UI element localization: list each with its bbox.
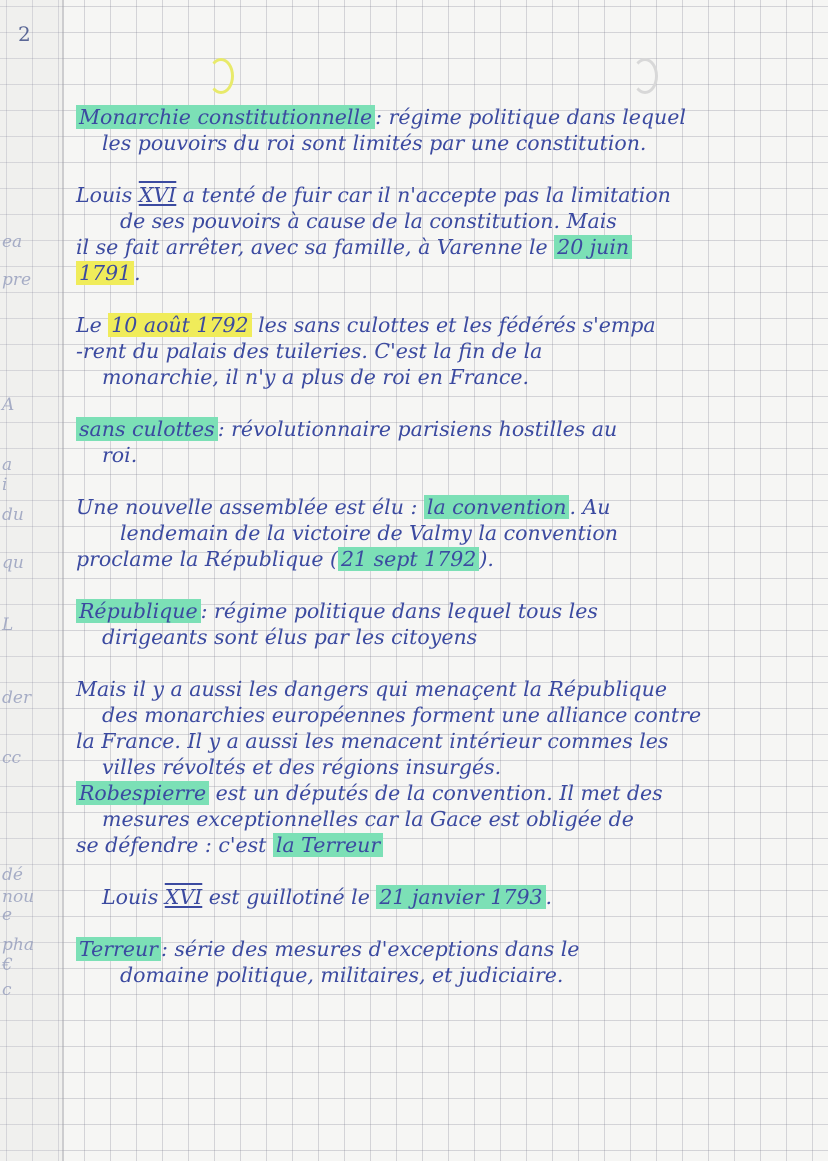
- text: ).: [479, 547, 494, 571]
- date-highlight: 1791: [76, 261, 134, 285]
- previous-page-margin: [0, 0, 64, 1161]
- margin-ghost-text: der: [2, 688, 32, 708]
- text: .: [545, 885, 553, 909]
- text-line: mesures exceptionnelles car la Gace est obligée de: [102, 807, 634, 831]
- paragraph-10-aout: [76, 312, 820, 390]
- term-highlight: Terreur: [76, 937, 161, 961]
- text-line: de ses pouvoirs à cause de la constitution. Mais: [120, 209, 617, 233]
- margin-ghost-text: cc: [2, 748, 22, 768]
- roman-numeral: XVI: [138, 183, 177, 207]
- text: . Au: [569, 495, 611, 519]
- term-highlight: Robespierre: [76, 781, 209, 805]
- text: il se fait arrêter, avec sa famille, à Varenne le: [76, 235, 555, 259]
- text: .: [134, 261, 141, 285]
- punch-hole-right-icon: [632, 58, 658, 94]
- margin-ghost-text: dé: [2, 865, 23, 885]
- text-line: la France. Il y a aussi les menacent intérieur commes les: [76, 729, 669, 753]
- date-highlight: 21 sept 1792: [338, 547, 479, 571]
- margin-ghost-text: ea: [2, 232, 23, 252]
- margin-ghost-text: c: [2, 980, 12, 1000]
- term-highlight: la convention: [424, 495, 570, 519]
- text-line: lendemain de la victoire de Valmy la convention: [120, 521, 618, 545]
- margin-ghost-text: pre: [2, 270, 32, 290]
- margin-ghost-text: du: [2, 505, 24, 525]
- text-line: monarchie, il n'y a plus de roi en France.: [102, 365, 530, 389]
- term-highlight: République: [76, 599, 201, 623]
- text-line: villes révoltés et des régions insurgés.: [102, 755, 502, 779]
- text-line: des monarchies européennes forment une alliance contre: [102, 703, 702, 727]
- text: Une nouvelle assemblée est élu :: [76, 495, 424, 519]
- text: : régime politique dans lequel tous les: [200, 599, 598, 623]
- definition-monarchie: [76, 104, 820, 156]
- text: les sans culottes et les fédérés s'empa: [251, 313, 656, 337]
- text-line: domaine politique, militaires, et judiciaire.: [120, 963, 564, 987]
- text: : révolutionnaire parisiens hostilles au: [217, 417, 618, 441]
- text: régime politique dans lequel: [382, 105, 686, 129]
- text: Louis: [102, 885, 165, 909]
- text-line: les pouvoirs du roi sont limités par une constitution.: [102, 131, 647, 155]
- date-highlight: 21 janvier 1793: [376, 885, 545, 909]
- paragraph-fuite-varenne: [76, 182, 820, 286]
- text: est guillotiné le: [202, 885, 377, 909]
- text: Le: [76, 313, 109, 337]
- text-line: Mais il y a aussi les dangers qui menaçent la République: [76, 677, 668, 701]
- text-line: dirigeants sont élus par les citoyens: [102, 625, 478, 649]
- text-line: -rent du palais des tuileries. C'est la fin de la: [76, 339, 543, 363]
- separator: :: [375, 105, 383, 129]
- text: proclame la République (: [76, 547, 339, 571]
- margin-ghost-text: L: [2, 615, 14, 635]
- roman-numeral: XVI: [164, 885, 203, 909]
- margin-ghost-text: nou: [2, 887, 35, 907]
- margin-ghost-text: i: [2, 475, 8, 495]
- term-highlight: Monarchie constitutionnelle: [76, 105, 375, 129]
- paragraph-dangers-terreur: [76, 676, 820, 858]
- text: a tenté de fuir car il n'accepte pas la limitation: [176, 183, 671, 207]
- definition-sans-culottes: [76, 416, 820, 468]
- text: : série des mesures d'exceptions dans le: [160, 937, 580, 961]
- text: se défendre : c'est: [76, 833, 273, 857]
- margin-ghost-text: €: [2, 955, 13, 975]
- margin-ghost-text: qu: [2, 553, 24, 573]
- paragraph-convention: [76, 494, 820, 572]
- text: est un députés de la convention. Il met des: [209, 781, 663, 805]
- date-highlight: 10 août 1792: [108, 313, 251, 337]
- definition-republique: [76, 598, 820, 650]
- corner-mark: 2: [18, 22, 31, 46]
- text: Louis: [76, 183, 133, 207]
- margin-ghost-text: e: [2, 905, 13, 925]
- handwritten-notes: [76, 104, 820, 1014]
- date-highlight: 20 juin: [554, 235, 632, 259]
- margin-ghost-text: a: [2, 455, 13, 475]
- paragraph-execution: [76, 884, 820, 910]
- definition-terreur: [76, 936, 820, 988]
- punch-hole-left-icon: [208, 58, 234, 94]
- text-line: roi.: [102, 443, 138, 467]
- term-highlight: la Terreur: [273, 833, 383, 857]
- term-highlight: sans culottes: [76, 417, 218, 441]
- margin-ghost-text: pha: [2, 935, 34, 955]
- margin-ghost-text: A: [2, 395, 15, 415]
